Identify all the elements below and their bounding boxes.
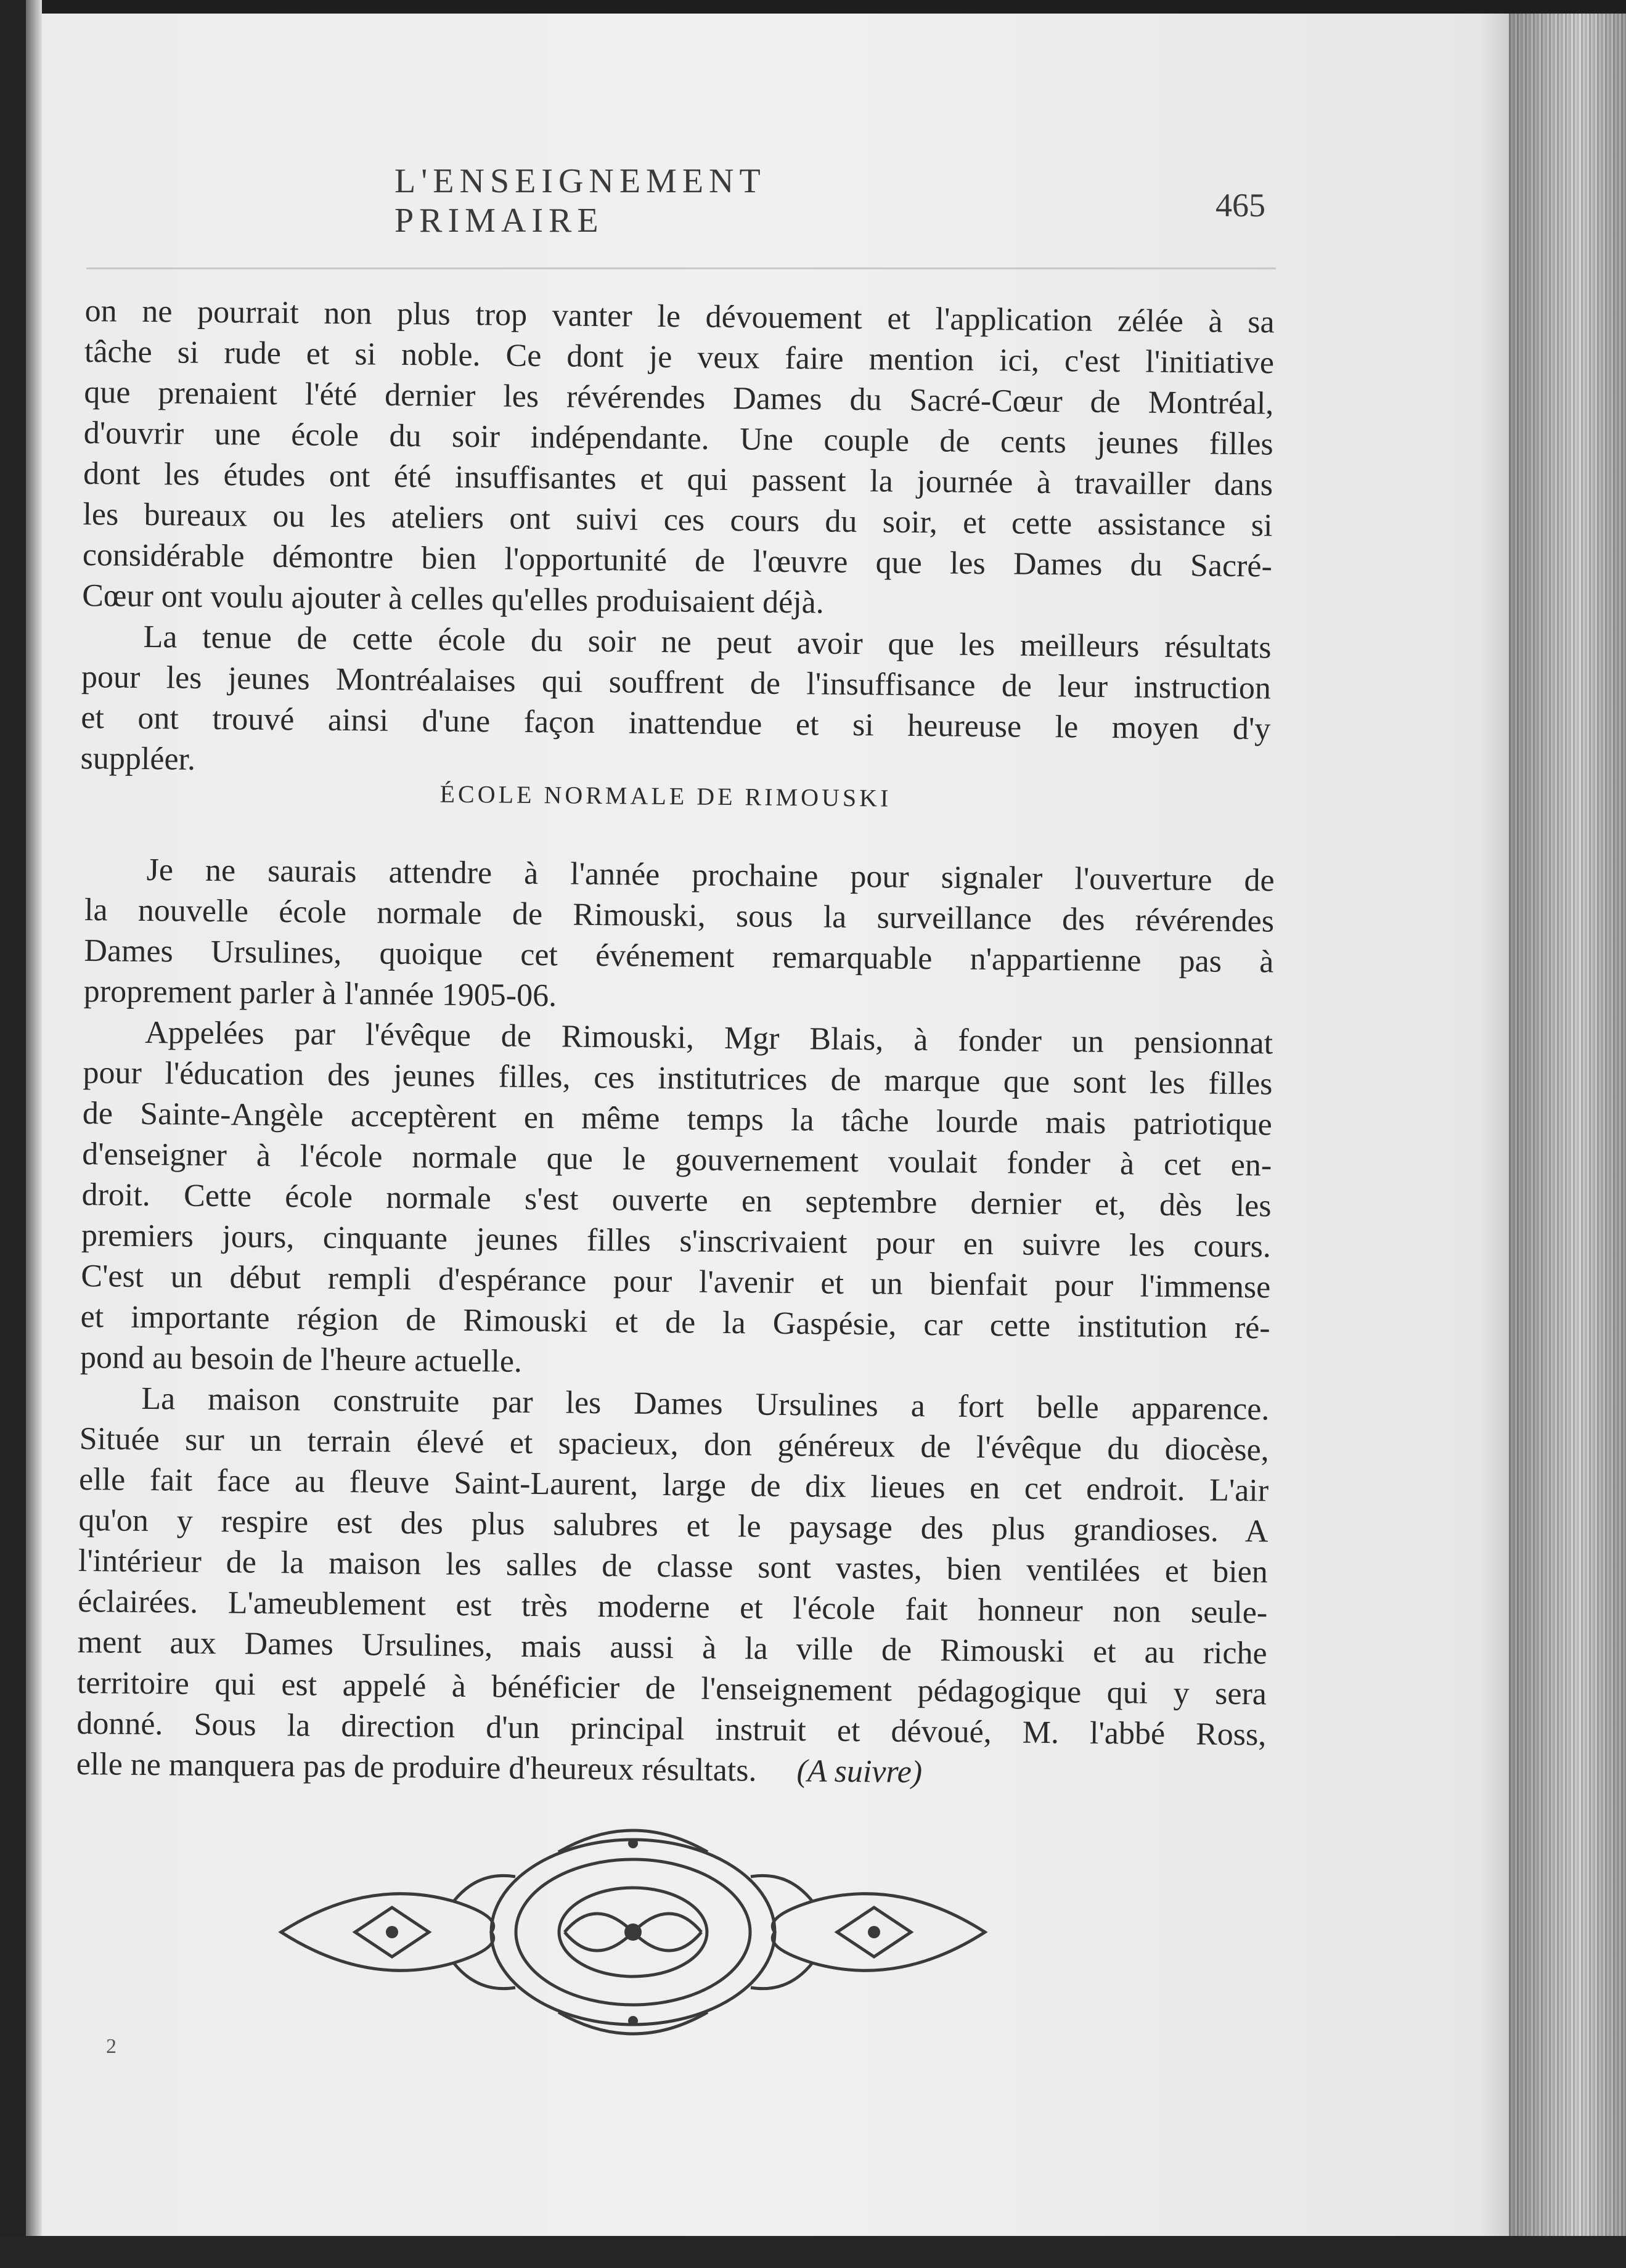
text-line: et importante région de Rimouski et de la Gaspésie, car cette institution ré- [80, 1299, 1270, 1346]
scan-border-left [0, 0, 26, 2268]
text-line: d'enseigner à l'école normale que le gouvernement voulait fonder à cet en- [81, 1136, 1272, 1183]
text-line: donné. Sous la direction d'un principal instruit et dévoué, M. l'abbé Ross, [76, 1705, 1267, 1753]
text-line: les bureaux ou les ateliers ont suivi ces cours du soir, et cette assistance si [83, 496, 1273, 544]
floral-tailpiece-ornament-icon [269, 1809, 997, 2055]
ornament-svg [269, 1809, 997, 2055]
text-line: Appelées par l'évêque de Rimouski, Mgr Blais, à fonder un pensionnat [144, 1014, 1273, 1061]
text-line: suppléer. [80, 740, 196, 777]
text-line: pour l'éducation des jeunes filles, ces institutrices de marque que sont les filles [83, 1054, 1273, 1102]
text-line: proprement parler à l'année 1905-06. [83, 973, 557, 1014]
final-sentence: elle ne manquera pas de produire d'heureux résultats. [76, 1746, 757, 1789]
book-page-edges-shading [1509, 14, 1626, 2236]
text-line: Dames Ursulines, quoique cet événement remarquable n'appartienne pas à [84, 932, 1274, 980]
text-line: La maison construite par les Dames Ursulines a fort belle apparence. [141, 1381, 1270, 1427]
text-line: d'ouvrir une école du soir indépendante. Une couple de cents jeunes filles [83, 415, 1273, 462]
text-line: ment aux Dames Ursulines, mais aussi à la ville de Rimouski et au riche [77, 1624, 1267, 1671]
text-line: elle fait face au fleuve Saint-Laurent, large de dix lieues en cet endroit. L'air [78, 1461, 1269, 1509]
text-line: pond au besoin de l'heure actuelle. [80, 1339, 523, 1379]
text-line: on ne pourrait non plus trop vanter le dévouement et l'application zélée à sa [84, 293, 1275, 340]
text-line: premiers jours, cinquante jeunes filles s'inscrivaient pour en suivre les cours. [81, 1217, 1272, 1265]
text-line: considérable démontre bien l'opportunité de l'œuvre que les Dames du Sacré- [82, 537, 1273, 584]
text-line: la nouvelle école normale de Rimouski, sous la surveillance des révérendes [84, 892, 1275, 939]
running-head-title: L'ENSEIGNEMENT PRIMAIRE [394, 162, 766, 240]
text-line: éclairées. L'ameublement est très moderne et l'école fait honneur non seule- [78, 1583, 1268, 1631]
text-line: Cœur ont voulu ajouter à celles qu'elles produisaient déjà. [81, 577, 825, 621]
text-line: de Sainte-Angèle acceptèrent en même temps la tâche lourde mais patriotique [82, 1095, 1273, 1143]
text-line: Située sur un terrain élevé et spacieux, don généreux de l'évêque du diocèse, [79, 1421, 1270, 1468]
text-line: tâche si rude et si noble. Ce dont je veux faire mention ici, c'est l'initiative [84, 333, 1275, 381]
signature-mark: 2 [106, 2035, 116, 2058]
text-line: qu'on y respire est des plus salubres et le paysage des plus grandioses. A [78, 1502, 1269, 1549]
page-gutter-shadow [1479, 14, 1509, 2236]
text-line: que prenaient l'été dernier les révérendes Dames du Sacré-Cœur de Montréal, [84, 374, 1274, 422]
to-be-continued: (A suivre) [796, 1753, 923, 1790]
text-line: C'est un début rempli d'espérance pour l'avenir et un bienfait pour l'immense [81, 1258, 1271, 1305]
text-line: et ont trouvé ainsi d'une façon inattendue et si heureuse le moyen d'y [81, 700, 1271, 747]
header-rule [86, 267, 1276, 269]
section-heading: ÉCOLE NORMALE DE RIMOUSKI [439, 780, 892, 812]
scan-border-bottom [0, 2236, 1626, 2268]
text-line: dont les études ont été insuffisantes et qui passent la journée à travailler dans [83, 455, 1273, 503]
text-line: droit. Cette école normale s'est ouverte en septembre dernier et, dès les [81, 1177, 1272, 1224]
text-line: La tenue de cette école du soir ne peut avoir que les meilleurs résultats [143, 619, 1272, 666]
text-line: Je ne saurais attendre à l'année prochaine pour signaler l'ouverture de [146, 852, 1275, 899]
page-number: 465 [1215, 187, 1265, 224]
paragraph-3-5-block [76, 849, 1274, 1796]
text-line: pour les jeunes Montréalaises qui souffrent de l'insuffisance de leur instruction [81, 659, 1272, 706]
text-line: territoire qui est appelé à bénéficier de l'enseignement pédagogique qui y sera [76, 1665, 1267, 1712]
paragraph-1-2-block [80, 291, 1275, 790]
scan-border-top [0, 0, 1626, 14]
scan-border-left-highlight [26, 0, 42, 2268]
text-line: l'intérieur de la maison les salles de classe sont vastes, bien ventilées et bien [78, 1543, 1269, 1590]
